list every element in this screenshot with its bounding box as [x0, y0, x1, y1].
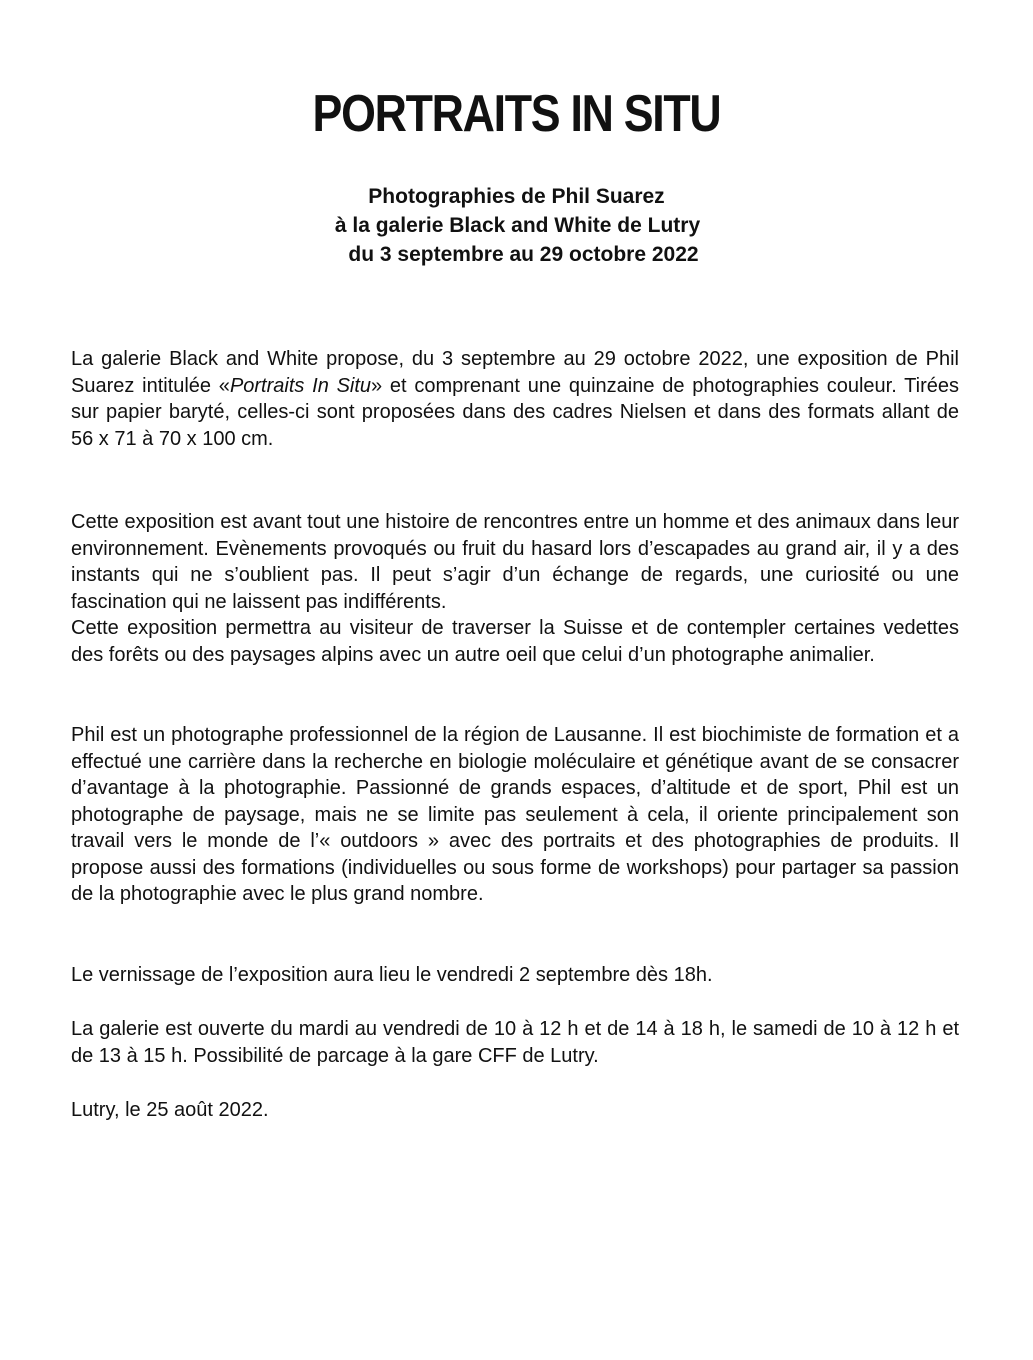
signoff [71, 1097, 959, 1124]
paragraph-exhibition-description [71, 509, 959, 668]
description-part-2: Cette exposition permettra au visiteur de traverser la Suisse et de contempler certaines vedettes des forêts ou des paysages alpins avec un autre oeil que celui d’un photographe animalier. [71, 617, 959, 666]
subtitle-photographer: Photographies de Phil Suarez [368, 185, 665, 208]
paragraph-vernissage [71, 962, 959, 989]
paragraph-photographer-bio [71, 722, 959, 908]
subtitle-gallery: à la galerie Black and White de Lutry [334, 214, 701, 237]
paragraph-intro [71, 346, 959, 452]
document-title: PORTRAITS IN SITU [312, 85, 721, 143]
exhibition-title-italic: Portraits In Situ [229, 374, 372, 397]
vernissage-text: Le vernissage de l’exposition aura lieu le vendredi 2 septembre dès 18h. [71, 964, 713, 986]
opening-hours-text: La galerie est ouverte du mardi au vendredi de 10 à 12 h et de 14 à 18 h, le samedi de 10 à 12 h et de 13 à 15 h. Possibilité de parcage à la gare CFF de Lutry. [71, 1018, 959, 1067]
bio-text: Phil est un photographe professionnel de la région de Lausanne. Il est biochimiste de formation et a effectué une carrière dans la recherche en biologie moléculaire et génétique avant de se consacrer d’avantage à la photographie. Passionné de grands espaces, d’altitude et de sport, Phil est un photographe de paysage, mais ne se limite pas seulement à cela, il oriente principalement son travail vers le monde de l’« outdoors » avec des portraits et des photographies de produits. Il propose aussi des formations (individuelles ou sous forme de workshops) pour partager sa passion de la photographie avec le plus grand nombre. [71, 724, 959, 905]
paragraph-opening-hours [71, 1016, 959, 1069]
intro-text-end: » et comprenant une quinzaine de photographies couleur. Tirées sur papier baryté, celles-ci sont proposées dans des cadres Nielsen et dans des formats allant de 56 x 71 à 70 x 100 cm. [71, 374, 959, 450]
subtitle-block [0, 182, 1033, 269]
subtitle-dates: du 3 septembre au 29 octobre 2022 [348, 243, 699, 266]
intro-text-start: La galerie Black and White propose, du 3 septembre au 29 octobre 2022, une exposition de Phil Suarez intitulée « [71, 348, 959, 397]
description-part-1: Cette exposition est avant tout une histoire de rencontres entre un homme et des animaux dans leur environnement. Evènements provoqués ou fruit du hasard lors d’escapades au grand air, il y a des instants qui ne s’oublient pas. Il peut s’agir d’un échange de regards, une curiosité ou une fascination qui ne laissent pas indifférents. [71, 511, 959, 613]
signoff-text: Lutry, le 25 août 2022. [71, 1099, 269, 1121]
